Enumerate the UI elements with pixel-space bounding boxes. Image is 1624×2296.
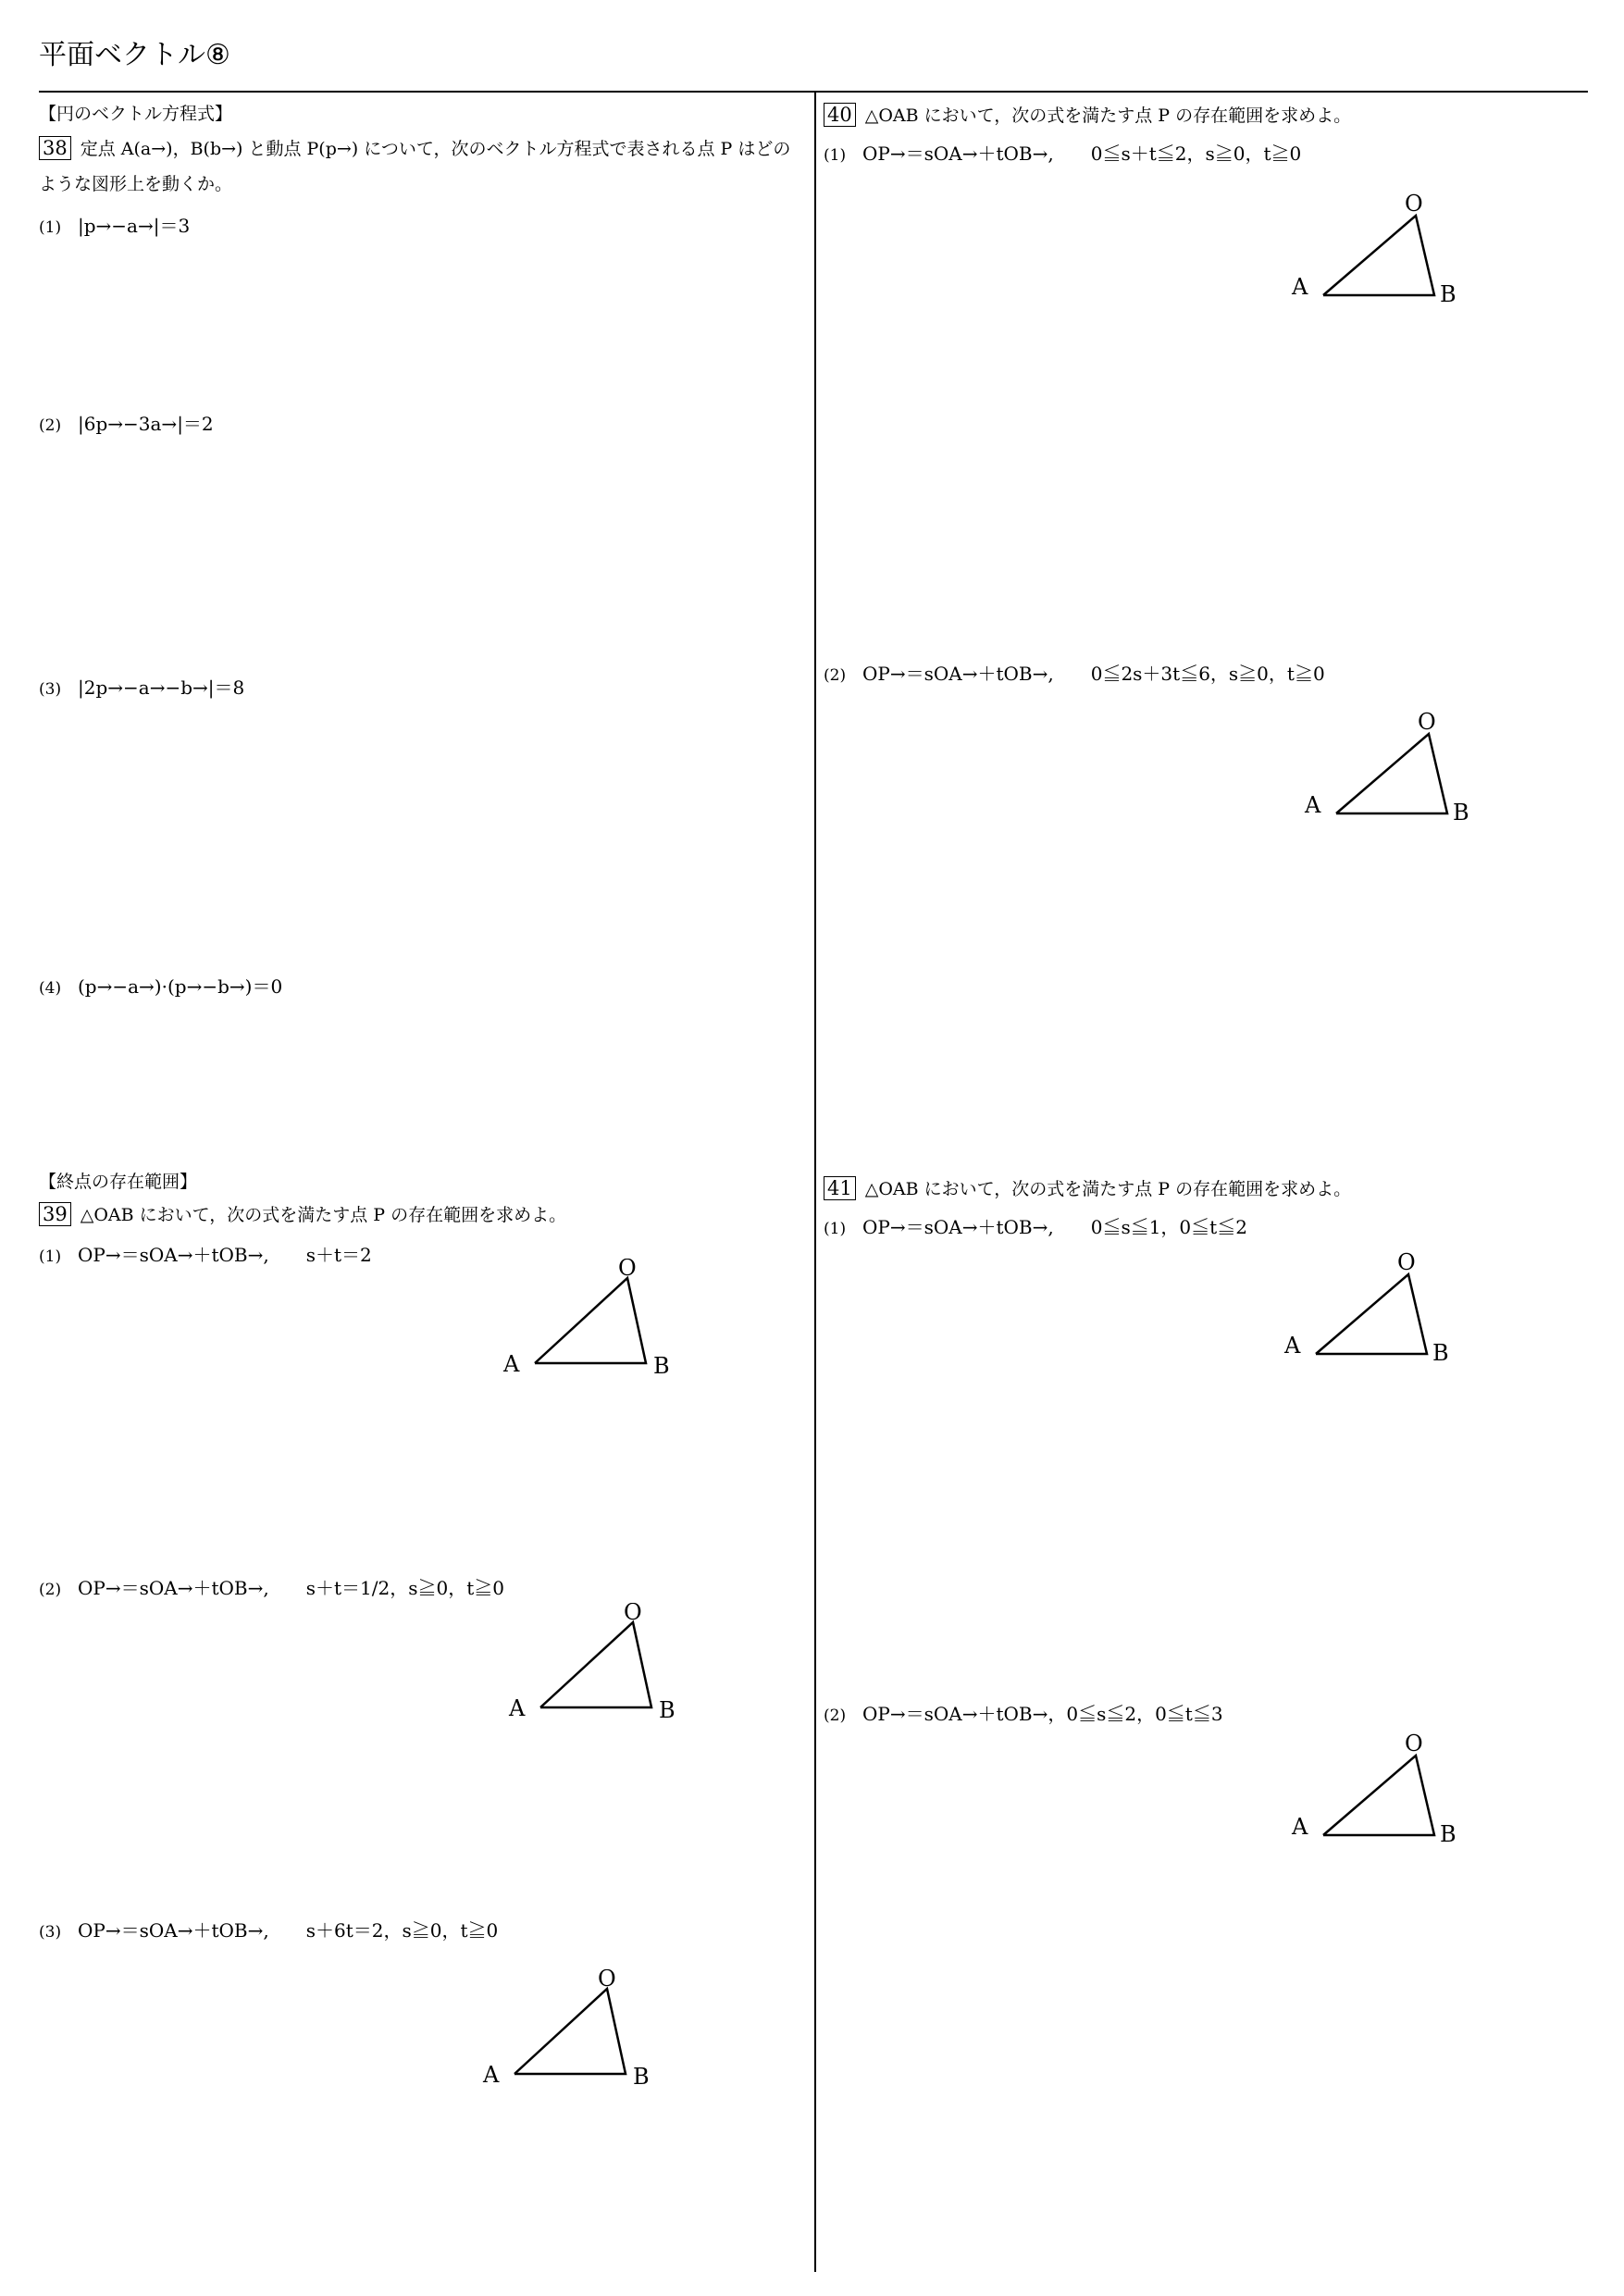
subquestion-39-3 bbox=[39, 1916, 498, 1942]
vertex-label-b: B bbox=[1432, 1340, 1449, 1366]
subquestion-41-2 bbox=[824, 1699, 1223, 1726]
subquestion-label: (1) bbox=[824, 146, 847, 165]
question-41-line1: △OAB において，次の式を満たす点 P の存在範囲を求めよ。 bbox=[864, 1179, 1352, 1199]
triangle-diagram-39-2 bbox=[496, 1603, 700, 1742]
question-38-prompt bbox=[39, 135, 790, 160]
question-40-line1: △OAB において，次の式を満たす点 P の存在範囲を求めよ。 bbox=[864, 105, 1352, 126]
vertex-label-b: B bbox=[1453, 800, 1469, 825]
question-number-40: 40 bbox=[824, 103, 856, 127]
triangle-diagram-41-1 bbox=[1271, 1249, 1475, 1388]
subquestion-label: (4) bbox=[39, 979, 62, 998]
question-41-prompt bbox=[824, 1175, 1351, 1200]
vertex-label-o: O bbox=[1397, 1249, 1416, 1275]
vertex-label-b: B bbox=[1440, 1821, 1457, 1847]
section-heading-circle: 【円のベクトル方程式】 bbox=[39, 104, 233, 124]
column-divider bbox=[814, 93, 816, 2272]
triangle-diagram-39-3 bbox=[470, 1969, 674, 2108]
question-number-38: 38 bbox=[39, 136, 71, 160]
equation: OP→＝sOA→＋tOB→, s＋t＝1/2，s≧0，t≧0 bbox=[78, 1577, 504, 1599]
equation: OP→＝sOA→＋tOB→, 0≦2s＋3t≦6，s≧0，t≧0 bbox=[862, 663, 1325, 685]
equation: OP→＝sOA→＋tOB→, s＋t＝2 bbox=[78, 1244, 372, 1266]
vertex-label-a: A bbox=[1305, 792, 1321, 818]
equation: OP→＝sOA→＋tOB→, 0≦s＋t≦2，s≧0，t≧0 bbox=[862, 143, 1302, 165]
question-39-line1: △OAB において，次の式を満たす点 P の存在範囲を求めよ。 bbox=[80, 1205, 567, 1225]
equation: OP→＝sOA→＋tOB→, 0≦s≦1，0≦t≦2 bbox=[862, 1216, 1247, 1238]
vertex-label-o: O bbox=[624, 1603, 642, 1625]
vertex-label-o: O bbox=[598, 1969, 616, 1992]
vertex-label-a: A bbox=[509, 1695, 526, 1721]
question-number-39: 39 bbox=[39, 1202, 71, 1226]
vertex-label-o: O bbox=[618, 1259, 637, 1281]
equation: |6p→−3a→|＝2 bbox=[78, 413, 214, 435]
triangle-diagram-39-1 bbox=[490, 1259, 694, 1397]
subquestion-40-2 bbox=[824, 659, 1325, 686]
vertex-label-b: B bbox=[1440, 281, 1457, 307]
equation: OP→＝sOA→＋tOB→, s＋6t＝2，s≧0，t≧0 bbox=[78, 1919, 499, 1942]
triangle-diagram-40-1 bbox=[1279, 191, 1482, 329]
subquestion-39-1 bbox=[39, 1240, 372, 1267]
vertex-label-b: B bbox=[633, 2064, 650, 2090]
question-40-prompt bbox=[824, 102, 1351, 127]
section-heading-range: 【終点の存在範囲】 bbox=[39, 1172, 198, 1192]
subquestion-38-3 bbox=[39, 673, 244, 700]
subquestion-label: (1) bbox=[824, 1220, 847, 1238]
equation: OP→＝sOA→＋tOB→，0≦s≦2，0≦t≦3 bbox=[862, 1703, 1223, 1725]
subquestion-label: (1) bbox=[39, 1247, 62, 1266]
vertex-label-a: A bbox=[483, 2062, 500, 2088]
question-number-41: 41 bbox=[824, 1176, 856, 1200]
subquestion-label: (3) bbox=[39, 680, 62, 699]
equation: |p→−a→|＝3 bbox=[78, 215, 191, 237]
vertex-label-o: O bbox=[1418, 709, 1436, 735]
question-38-line1: 定点 A(a→)，B(b→) と動点 P(p→) について，次のベクトル方程式で表される点 P はどの bbox=[80, 139, 791, 159]
vertex-label-o: O bbox=[1405, 1731, 1423, 1756]
header-divider bbox=[39, 91, 1588, 93]
subquestion-label: (3) bbox=[39, 1923, 62, 1942]
subquestion-label: (2) bbox=[824, 666, 847, 685]
equation: (p→−a→)·(p→−b→)＝0 bbox=[78, 975, 283, 998]
vertex-label-a: A bbox=[1284, 1333, 1301, 1359]
page-title: 平面ベクトル⑧ bbox=[39, 39, 230, 71]
subquestion-38-2 bbox=[39, 409, 214, 436]
vertex-label-a: A bbox=[503, 1351, 520, 1377]
vertex-label-a: A bbox=[1292, 1814, 1308, 1840]
vertex-label-b: B bbox=[659, 1697, 676, 1723]
subquestion-label: (2) bbox=[824, 1706, 847, 1725]
vertex-label-a: A bbox=[1292, 274, 1308, 300]
subquestion-label: (1) bbox=[39, 218, 62, 237]
triangle-diagram-41-2 bbox=[1279, 1731, 1482, 1869]
triangle-diagram-40-2 bbox=[1292, 709, 1495, 848]
subquestion-label: (2) bbox=[39, 416, 62, 435]
vertex-label-b: B bbox=[653, 1353, 670, 1379]
subquestion-41-1 bbox=[824, 1212, 1247, 1239]
equation: |2p→−a→−b→|＝8 bbox=[78, 676, 245, 699]
question-38-line2: ような図形上を動くか。 bbox=[39, 174, 233, 194]
vertex-label-o: O bbox=[1405, 191, 1423, 217]
subquestion-38-1 bbox=[39, 211, 190, 238]
question-39-prompt bbox=[39, 1201, 566, 1226]
subquestion-38-4 bbox=[39, 972, 282, 999]
subquestion-40-1 bbox=[824, 139, 1301, 166]
subquestion-39-2 bbox=[39, 1573, 504, 1600]
subquestion-label: (2) bbox=[39, 1581, 62, 1599]
